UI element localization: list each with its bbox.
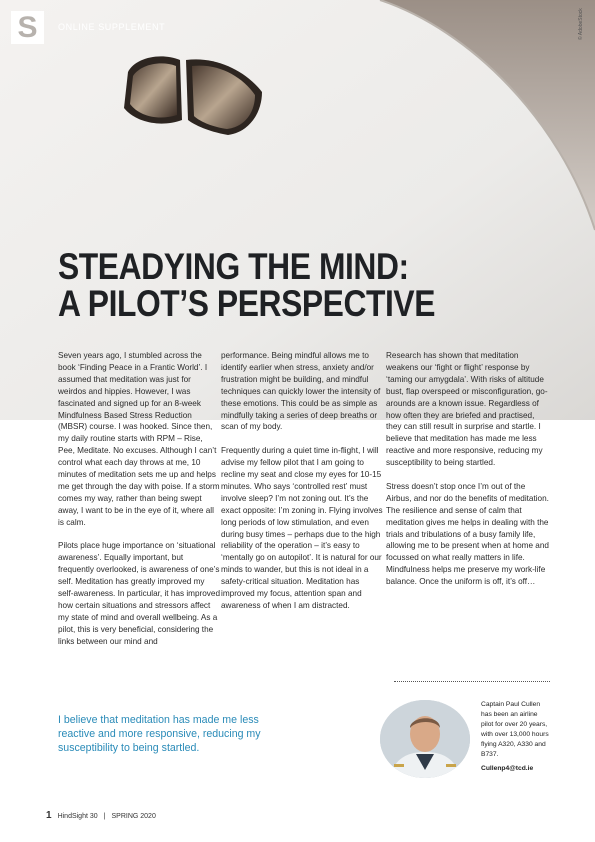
text-column-1 [58,350,221,660]
article-title [58,248,435,322]
pull-quote: I believe that meditation has made me less reactive and more responsive, reducing my susceptibility to being startled. [58,714,261,754]
issue-label: SPRING 2020 [111,813,156,820]
publication-name: HindSight 30 [57,813,98,820]
author-bio-text: Captain Paul Cullen has been an airline pilot for over 20 years, with over 13,000 hours flying A320, A330 and B737. [481,701,549,758]
page-number: 1 [46,810,52,821]
logo-letter: S [17,11,38,44]
author-email-link[interactable]: Cullenp4@tcd.ie [481,765,534,773]
paragraph: Research has shown that meditation weakens our ‘fight or flight’ response by ‘taming our amygdala’. With risks of altitude bust, flap overspeed or misconfiguration, go-arounds are a known issue. Regardless of how often they are briefed and practised, they can still result in surprise and startle. I believe that meditation has made me less reactive and more responsive, reducing my susceptibility to being startled. [386,351,548,468]
text-column-3 [386,350,549,600]
footer-separator: | [103,813,106,820]
author-photo [380,700,470,778]
paragraph: Stress doesn’t stop once I’m out of the Airbus, and nor do the benefits of meditation. The resilience and sense of calm that meditation gives me helps in dealing with the trials and tribulations of a busy family life, allowing me to be present when at home and focussed on what really matters in life. Mindfulness helps me preserve my work-life balance. Once the uniform is off, it’s off… [386,481,549,587]
author-bio [481,700,549,774]
paragraph: Pilots place huge importance on ‘situational awareness’. Equally important, but frequently overlooked, is awareness of one’s self. Meditation has greatly improved my self-awareness. In particular, it has improved how certain situations and stressors affect my state of mind and overall wellbeing. As a pilot, this is very beneficial, considering the links between our mind and [58,541,221,646]
photo-credit: © AdobeStock [578,8,584,40]
page-footer [46,810,156,821]
paragraph: Frequently during a quiet time in-flight, I will advise my fellow pilot that I am going to recline my seat and close my eyes for 10-15 minutes. Who says ‘controlled rest’ must involve sleep? I’m not zoning out. It’s the exact opposite: I’m zoning in. Flying involves long periods of low stimulation, and even during busy times – perhaps due to the high reliability of the operation – it’s easy to ‘mentally go on autopilot’. It is natural for our minds to wander, but this is not ideal in a safety-critical situation. Meditation has improved my focus, attention span and awareness of when I am distracted. [221,446,383,611]
paragraph: performance. Being mindful allows me to identify earlier when stress, anxiety and/or frustration might be building, and mindful techniques can quickly lower the intensity of these emotions. This could be as simple as mindfully taking a series of deep breaths or scan of my body. [221,351,381,432]
author-portrait-icon [380,700,470,778]
title-line-2: A PILOT’S PERSPECTIVE [58,283,436,324]
text-column-2 [221,350,384,624]
dotted-divider [394,681,550,682]
section-label: ONLINE SUPPLEMENT [58,22,166,32]
brand-logo [11,11,44,44]
title-line-1: STEADYING THE MIND: [58,246,409,287]
paragraph: Seven years ago, I stumbled across the book ‘Finding Peace in a Frantic World’. I assumed that meditation was just for weirdos and hippies. However, I was fascinated and signed up for an 8-week Mindfulness Based Stress Reduction (MBSR) course. I was hooked. Since then, my daily routine starts with RPM – Rise, Pee, Meditate. No excuses. Although I can’t control what each day throws at me, 10 minutes of meditation sets me up and helps me get through the day with poise. If a storm comes my way, rather than being swept away, I want to be in the eye of it, where all is calm. [58,351,220,527]
